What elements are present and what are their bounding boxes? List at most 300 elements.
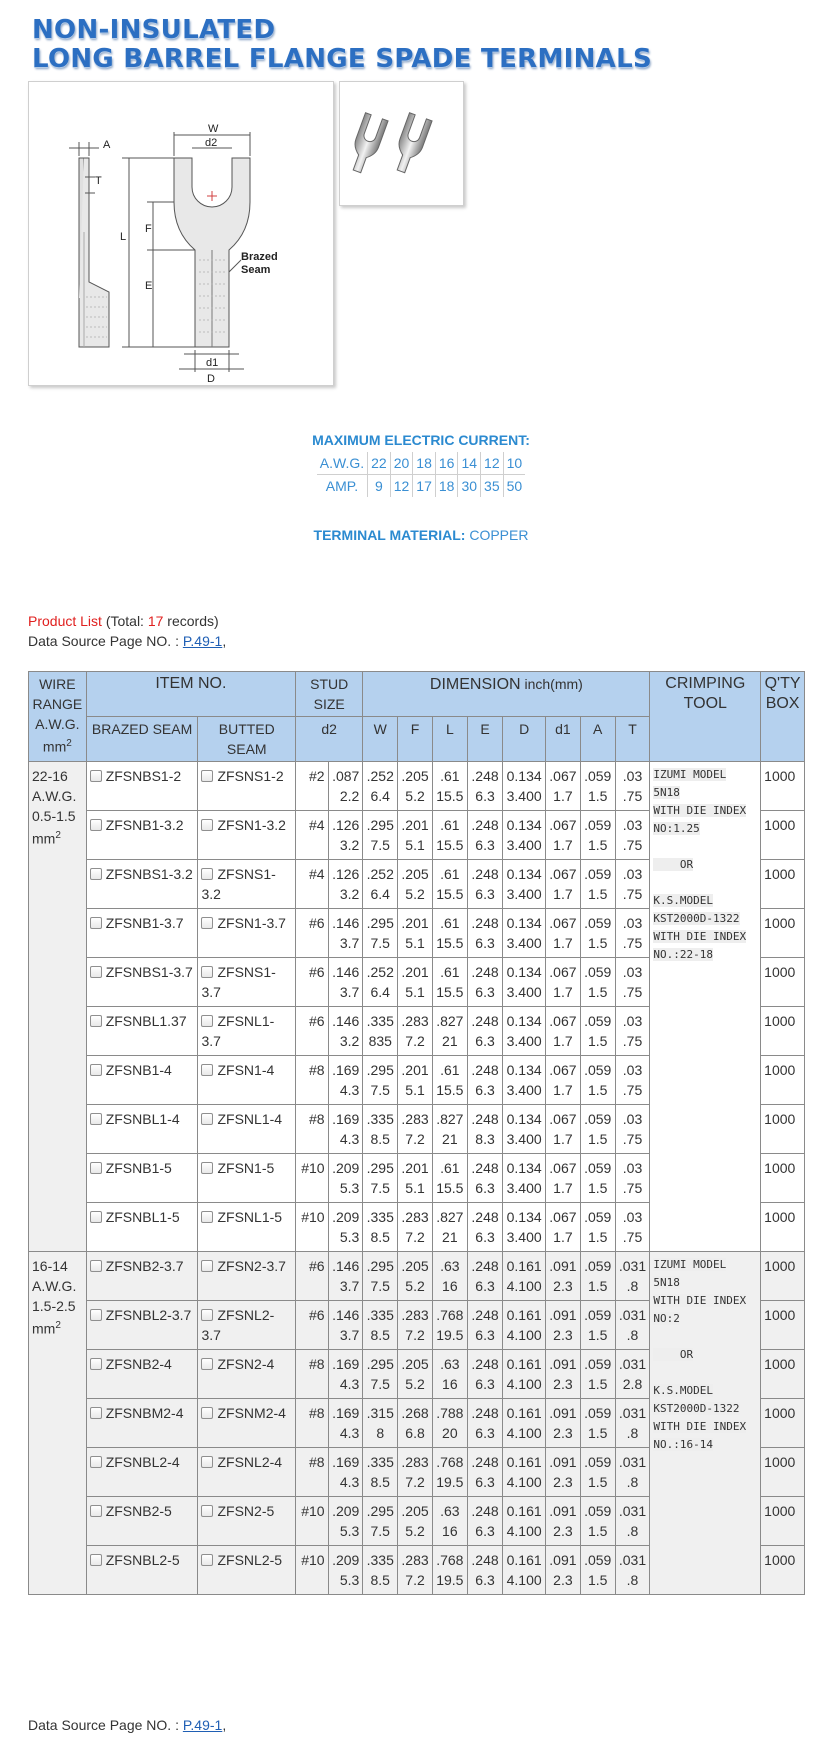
label-brazed: Brazed (241, 251, 278, 263)
dim-d1-cell (546, 811, 581, 860)
dim-t-cell (615, 1448, 650, 1497)
d2-cell (328, 1007, 363, 1056)
wire-mm-range: 1.5-2.5 (32, 1298, 76, 1314)
dim-mm: .8 (626, 1572, 639, 1588)
dim-d-cell (503, 1350, 546, 1399)
dim-mm: 16 (442, 1278, 458, 1294)
qty-box-cell: 1000 (761, 1203, 805, 1252)
dim-mm: 1.5 (587, 837, 608, 853)
dim-l-cell (432, 1252, 467, 1301)
brazed-item-no: ZFSNBL2-5 (105, 1552, 180, 1568)
qty-box-cell: 1000 (761, 762, 805, 811)
qty-box-cell: 1000 (761, 1546, 805, 1595)
dim-mm: 19.5 (436, 1327, 464, 1343)
dim-mm: .8 (626, 1425, 639, 1441)
wire-mm-unit: mm (32, 1320, 56, 1337)
wire-awg-label: A.W.G. (32, 1278, 77, 1294)
table-row (29, 762, 805, 811)
dim-a-cell (580, 860, 615, 909)
dim-l-cell (432, 860, 467, 909)
d2-cell (328, 1301, 363, 1350)
dim-e-cell (467, 1399, 503, 1448)
dim-e-cell (467, 811, 503, 860)
header-dimension-text: DIMENSION (429, 676, 521, 693)
dim-mm: 2.3 (553, 1278, 573, 1294)
dim-inch: .03 (622, 964, 643, 980)
dim-e-cell (467, 1301, 503, 1350)
dim-a-cell (580, 1203, 615, 1252)
dim-l-cell (432, 1154, 467, 1203)
dim-inch: .295 (366, 1503, 394, 1519)
amp-value: 17 (413, 475, 436, 498)
dim-mm: 5.1 (405, 837, 425, 853)
dim-mm: 6.3 (475, 1327, 495, 1343)
select-checkbox[interactable] (90, 917, 102, 929)
dim-mm: 7.5 (370, 1278, 390, 1294)
dim-inch: .03 (622, 768, 643, 784)
dim-mm: 15.5 (436, 984, 464, 1000)
d2-mm: 2.2 (339, 788, 360, 804)
awg-value: 16 (435, 452, 458, 475)
select-checkbox[interactable] (90, 770, 102, 782)
dim-inch: .059 (584, 915, 612, 931)
select-checkbox[interactable] (90, 1554, 102, 1566)
dim-a-cell (580, 958, 615, 1007)
dim-f-cell (398, 1252, 433, 1301)
dim-a-cell (580, 1350, 615, 1399)
select-checkbox[interactable] (90, 1260, 102, 1272)
stud-size-cell: #6 (296, 958, 329, 1007)
d2-inch: .146 (332, 1307, 360, 1323)
dim-inch: .03 (622, 1160, 643, 1176)
dim-mm: 5.2 (405, 886, 425, 902)
dim-mm: 1.5 (587, 1327, 608, 1343)
butted-item-cell (198, 909, 296, 958)
dim-mm: 6.3 (475, 935, 495, 951)
dim-inch: .091 (549, 1356, 577, 1372)
select-checkbox[interactable] (201, 1260, 213, 1272)
dim-inch: .248 (471, 866, 499, 882)
dim-inch: .067 (549, 768, 577, 784)
footer-source-label: Data Source Page NO. : (28, 1717, 183, 1733)
dim-mm: 6.8 (405, 1425, 425, 1441)
dim-d1-cell (546, 1203, 581, 1252)
dim-mm: 2.8 (622, 1376, 643, 1392)
brazed-item-cell (86, 1497, 198, 1546)
dim-d1-cell (546, 1399, 581, 1448)
stud-size-cell: #10 (296, 1546, 329, 1595)
qty-box-cell: 1000 (761, 1252, 805, 1301)
dim-w-cell (363, 1448, 398, 1497)
dim-f-cell (398, 1203, 433, 1252)
dim-f-cell (398, 1301, 433, 1350)
footer-source-link[interactable]: P.49-1 (182, 1717, 223, 1733)
d2-inch: .146 (332, 1013, 360, 1029)
dim-inch: .335 (366, 1013, 394, 1029)
dim-inch: .067 (549, 866, 577, 882)
select-checkbox[interactable] (90, 1505, 102, 1517)
dim-inch: .335 (366, 1454, 394, 1470)
dim-d1-cell (546, 1007, 581, 1056)
dim-mm: .75 (622, 1131, 643, 1147)
dim-t-cell (615, 1399, 650, 1448)
dim-inch: .067 (549, 964, 577, 980)
select-checkbox[interactable] (201, 1162, 213, 1174)
dim-inch: 0.134 (506, 964, 542, 980)
dim-d-cell (503, 860, 546, 909)
dim-mm: 1.7 (553, 1131, 573, 1147)
brazed-item-no: ZFSNBS1-3.7 (105, 964, 193, 980)
dim-inch: 0.134 (506, 1062, 542, 1078)
dim-mm: 1.7 (553, 788, 573, 804)
dim-l-cell (432, 1056, 467, 1105)
dim-w-cell (363, 1252, 398, 1301)
select-checkbox[interactable] (201, 819, 213, 831)
source-page-link[interactable]: P.49-1 (182, 633, 223, 649)
table-group (29, 1252, 805, 1595)
dim-mm: 3.400 (506, 984, 542, 1000)
dim-inch: 0.134 (506, 1160, 542, 1176)
d2-cell (328, 1497, 363, 1546)
dim-mm: 4.100 (506, 1327, 542, 1343)
butted-item-no: ZFSNL1-4 (217, 1111, 283, 1127)
d2-inch: .209 (332, 1503, 360, 1519)
dim-inch: .059 (584, 1307, 612, 1323)
dim-t-cell (615, 860, 650, 909)
dim-l-cell (432, 1301, 467, 1350)
dim-inch: 0.134 (506, 1111, 542, 1127)
dim-a-cell (580, 1399, 615, 1448)
label-seam: Seam (241, 264, 271, 276)
d2-mm: 5.3 (339, 1523, 360, 1539)
dim-inch: .61 (440, 768, 460, 784)
dim-inch: 0.134 (506, 768, 542, 784)
butted-item-no: ZFSNL2-5 (217, 1552, 283, 1568)
dim-mm: 7.5 (370, 1180, 390, 1196)
dim-inch: .205 (401, 1258, 429, 1274)
dim-inch: .067 (549, 1111, 577, 1127)
dim-inch: .091 (549, 1552, 577, 1568)
dim-mm: .75 (622, 935, 643, 951)
dim-d1-cell (546, 1301, 581, 1350)
dim-inch: .61 (440, 915, 460, 931)
header-wire-range (29, 672, 87, 762)
dim-inch: .283 (401, 1013, 429, 1029)
dim-d-cell (503, 1497, 546, 1546)
wire-awg-range: 22-16 (32, 768, 68, 784)
amp-row (317, 475, 525, 498)
butted-item-no: ZFSNS1-2 (217, 768, 284, 784)
select-checkbox[interactable] (201, 1309, 213, 1321)
dim-inch: 0.134 (506, 866, 542, 882)
dim-mm: .75 (622, 886, 643, 902)
dim-w-cell (363, 1301, 398, 1350)
dim-inch: 0.134 (506, 1013, 542, 1029)
material-value: COPPER (469, 527, 529, 543)
dim-inch: .059 (584, 1454, 612, 1470)
dim-inch: .067 (549, 1209, 577, 1225)
dim-mm: 4.100 (506, 1474, 542, 1490)
dim-inch: .201 (401, 915, 429, 931)
dim-inch: 0.161 (506, 1356, 542, 1372)
select-checkbox[interactable] (201, 770, 213, 782)
dim-d-cell (503, 1252, 546, 1301)
brazed-item-cell (86, 1301, 198, 1350)
brazed-item-no: ZFSNBL1-4 (105, 1111, 180, 1127)
select-checkbox[interactable] (90, 868, 102, 880)
dim-mm: 20 (442, 1425, 458, 1441)
dim-mm: 1.7 (553, 1082, 573, 1098)
source-comma: , (222, 633, 227, 649)
product-table (28, 671, 805, 1595)
dim-inch: .059 (584, 1258, 612, 1274)
dim-mm: 1.5 (587, 1278, 608, 1294)
dim-inch: .248 (471, 915, 499, 931)
select-checkbox[interactable] (90, 1358, 102, 1370)
dim-inch: .61 (440, 964, 460, 980)
dim-d-cell (503, 958, 546, 1007)
butted-item-cell (198, 1546, 296, 1595)
d2-cell (328, 958, 363, 1007)
dim-inch: .788 (436, 1405, 464, 1421)
awg-row (317, 452, 525, 475)
d2-mm: 3.2 (339, 886, 360, 902)
wire-mm-range: 0.5-1.5 (32, 808, 76, 824)
dim-f-cell (398, 1350, 433, 1399)
d2-inch: .209 (332, 1552, 360, 1568)
select-checkbox[interactable] (201, 1211, 213, 1223)
dim-mm: 7.2 (405, 1327, 425, 1343)
dim-e-cell (467, 1350, 503, 1399)
dim-mm: 6.3 (475, 1278, 495, 1294)
dim-inch: .295 (366, 915, 394, 931)
dim-mm: 6.3 (475, 1376, 495, 1392)
dim-w-cell (363, 811, 398, 860)
dim-f-cell (398, 811, 433, 860)
dim-mm: 15.5 (436, 1180, 464, 1196)
dim-inch: .201 (401, 1160, 429, 1176)
select-checkbox[interactable] (90, 1015, 102, 1027)
dim-w-cell (363, 762, 398, 811)
dim-l-cell (432, 1399, 467, 1448)
dim-d1-cell (546, 958, 581, 1007)
dim-mm: 8.5 (370, 1572, 390, 1588)
label-d1: d1 (206, 357, 219, 369)
dim-inch: .63 (440, 1356, 460, 1372)
dim-t-cell (615, 1252, 650, 1301)
select-checkbox[interactable] (201, 1358, 213, 1370)
select-checkbox[interactable] (90, 1162, 102, 1174)
dim-mm: 5.2 (405, 1278, 425, 1294)
stud-size-cell: #8 (296, 1399, 329, 1448)
dim-inch: .059 (584, 866, 612, 882)
dim-mm: 21 (442, 1033, 458, 1049)
header-wire-sup: 2 (66, 738, 72, 749)
dim-mm: 21 (442, 1131, 458, 1147)
select-checkbox[interactable] (90, 1456, 102, 1468)
dim-mm: 7.5 (370, 1082, 390, 1098)
dim-mm: 3.400 (506, 1082, 542, 1098)
brazed-item-cell (86, 909, 198, 958)
select-checkbox[interactable] (201, 1407, 213, 1419)
dim-mm: 15.5 (436, 788, 464, 804)
dim-inch: .059 (584, 1552, 612, 1568)
dim-inch: .248 (471, 1307, 499, 1323)
dim-mm: 6.3 (475, 1572, 495, 1588)
select-checkbox[interactable] (90, 1211, 102, 1223)
page-title (32, 16, 652, 74)
dim-mm: 4.100 (506, 1425, 542, 1441)
dim-inch: .067 (549, 817, 577, 833)
select-checkbox[interactable] (201, 1505, 213, 1517)
dim-mm: 7.2 (405, 1131, 425, 1147)
select-checkbox[interactable] (90, 1309, 102, 1321)
d2-mm: 4.3 (339, 1082, 360, 1098)
dim-inch: .335 (366, 1552, 394, 1568)
stud-size-cell: #6 (296, 1007, 329, 1056)
d2-inch: .126 (332, 866, 360, 882)
dim-mm: 7.2 (405, 1572, 425, 1588)
qty-box-cell: 1000 (761, 860, 805, 909)
dim-d1-cell (546, 1154, 581, 1203)
select-checkbox[interactable] (201, 868, 213, 880)
dim-inch: .61 (440, 1160, 460, 1176)
dim-w-cell (363, 860, 398, 909)
label-l: L (120, 231, 127, 243)
d2-mm: 4.3 (339, 1131, 360, 1147)
d2-cell (328, 1399, 363, 1448)
dim-w-cell (363, 1350, 398, 1399)
select-checkbox[interactable] (201, 1015, 213, 1027)
amp-value: 12 (390, 475, 413, 498)
dim-mm: 3.400 (506, 1229, 542, 1245)
dim-inch: .201 (401, 817, 429, 833)
select-checkbox[interactable] (201, 966, 213, 978)
d2-cell (328, 1546, 363, 1595)
current-table (317, 452, 525, 497)
dim-inch: .283 (401, 1307, 429, 1323)
product-list-header (28, 611, 226, 651)
dim-inch: .091 (549, 1307, 577, 1323)
dim-inch: .827 (436, 1111, 464, 1127)
dim-inch: .059 (584, 1111, 612, 1127)
dim-inch: .248 (471, 1013, 499, 1029)
qty-box-cell: 1000 (761, 958, 805, 1007)
select-checkbox[interactable] (201, 917, 213, 929)
dim-inch: .059 (584, 1503, 612, 1519)
select-checkbox[interactable] (201, 1456, 213, 1468)
crimping-tool-text: IZUMI MODEL 5N18 WITH DIE INDEX NO:2 OR K.S.MODEL KST2000D-1322 WITH DIE INDEX NO.:16-14 (653, 1258, 747, 1451)
dim-mm: 5.1 (405, 1180, 425, 1196)
dim-inch: .63 (440, 1503, 460, 1519)
dim-t-cell (615, 1350, 650, 1399)
dim-inch: .283 (401, 1454, 429, 1470)
select-checkbox[interactable] (201, 1064, 213, 1076)
brazed-item-cell (86, 1399, 198, 1448)
dim-mm: 1.7 (553, 1033, 573, 1049)
dim-inch: .059 (584, 1405, 612, 1421)
dim-d1-cell (546, 1546, 581, 1595)
header-qty-box: Q'TY BOX (761, 672, 805, 762)
select-checkbox[interactable] (90, 1407, 102, 1419)
dim-t-cell (615, 1056, 650, 1105)
d2-mm: 3.7 (339, 984, 360, 1000)
dim-inch: .248 (471, 1160, 499, 1176)
dim-mm: 3.400 (506, 1131, 542, 1147)
dim-inch: .295 (366, 1062, 394, 1078)
d2-mm: 3.7 (339, 1278, 360, 1294)
butted-item-no: ZFSNL1-5 (217, 1209, 283, 1225)
dim-t-cell (615, 811, 650, 860)
header-dimension (363, 672, 650, 717)
amp-value: 30 (458, 475, 481, 498)
header-crimping-tool: CRIMPING TOOL (650, 672, 761, 762)
dim-t-cell (615, 1546, 650, 1595)
dim-inch: .335 (366, 1307, 394, 1323)
dim-mm: 1.5 (587, 935, 608, 951)
d2-cell (328, 811, 363, 860)
dim-d-cell (503, 1154, 546, 1203)
d2-cell (328, 762, 363, 811)
dim-inch: .067 (549, 915, 577, 931)
dim-a-cell (580, 1252, 615, 1301)
dim-mm: 7.5 (370, 837, 390, 853)
dim-mm: 3.400 (506, 935, 542, 951)
brazed-item-cell (86, 1350, 198, 1399)
stud-size-cell: #10 (296, 1203, 329, 1252)
brazed-item-cell (86, 1448, 198, 1497)
dim-inch: .205 (401, 1503, 429, 1519)
brazed-item-no: ZFSNBL2-3.7 (105, 1307, 192, 1323)
d2-inch: .146 (332, 964, 360, 980)
dim-t-cell (615, 762, 650, 811)
select-checkbox[interactable] (90, 966, 102, 978)
dim-mm: 6.4 (370, 886, 390, 902)
dim-w-cell (363, 1497, 398, 1546)
dim-l-cell (432, 762, 467, 811)
select-checkbox[interactable] (201, 1113, 213, 1125)
dim-inch: .031 (618, 1552, 647, 1568)
butted-item-no: ZFSNM2-4 (217, 1405, 286, 1421)
select-checkbox[interactable] (90, 1113, 102, 1125)
dim-mm: 15.5 (436, 837, 464, 853)
d2-cell (328, 860, 363, 909)
dim-mm: 1.5 (587, 788, 608, 804)
dim-inch: .61 (440, 817, 460, 833)
select-checkbox[interactable] (201, 1554, 213, 1566)
dim-mm: 1.5 (587, 984, 608, 1000)
brazed-item-cell (86, 1154, 198, 1203)
dim-e-cell (467, 958, 503, 1007)
dim-d1-cell (546, 860, 581, 909)
amp-value: 9 (368, 475, 391, 498)
select-checkbox[interactable] (90, 1064, 102, 1076)
butted-item-cell (198, 1350, 296, 1399)
dim-d-cell (503, 762, 546, 811)
dim-inch: .059 (584, 964, 612, 980)
dim-t-cell (615, 1301, 650, 1350)
butted-item-no: ZFSNL2-3.7 (201, 1307, 275, 1343)
dim-inch: .031 (618, 1307, 647, 1323)
stud-size-cell: #2 (296, 762, 329, 811)
dim-inch: .059 (584, 1160, 612, 1176)
dim-inch: .248 (471, 1062, 499, 1078)
select-checkbox[interactable] (90, 819, 102, 831)
dim-mm: .8 (626, 1474, 639, 1490)
awg-value: 18 (413, 452, 436, 475)
brazed-item-no: ZFSNB1-3.7 (105, 915, 184, 931)
dim-d-cell (503, 1056, 546, 1105)
